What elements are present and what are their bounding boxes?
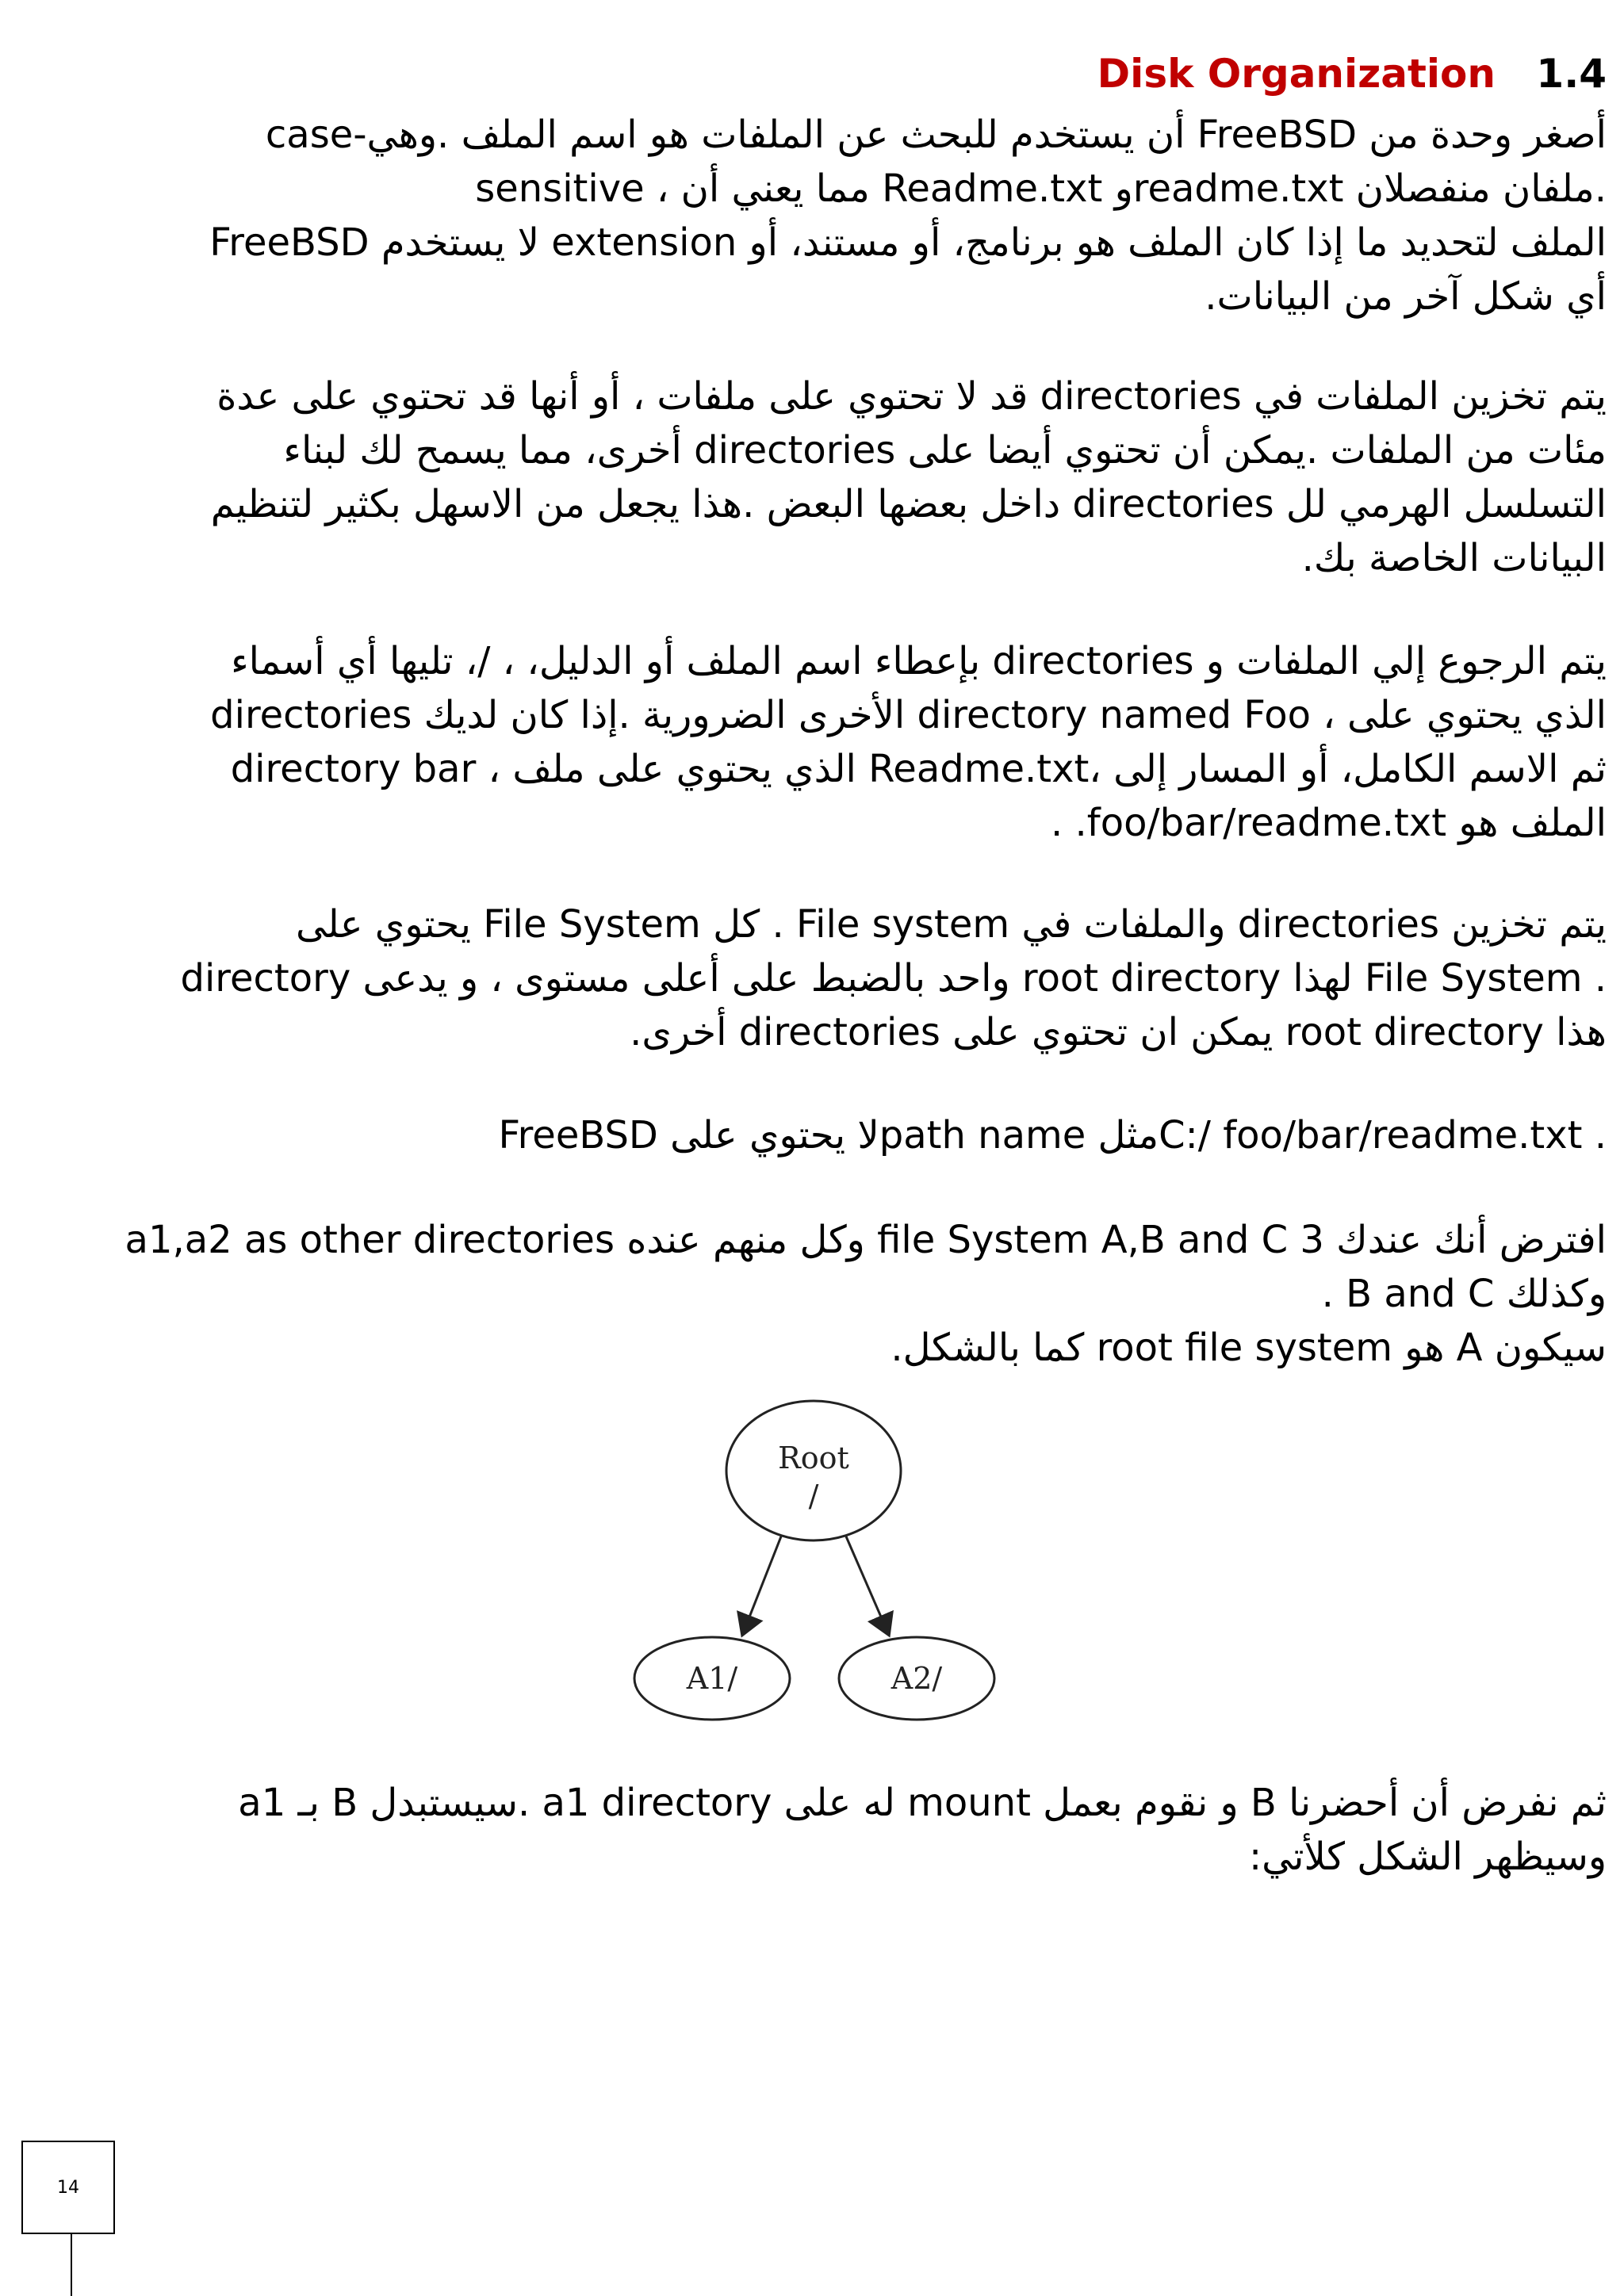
a2-node-label: A2/ — [891, 1661, 943, 1696]
page-number-box — [21, 2141, 115, 2234]
section-heading — [1097, 51, 1607, 106]
paragraph-line: سيكون A هو root file system كما بالشكل. — [891, 1326, 1607, 1370]
paragraph-line: directory واحد بالضبط على أعلى مستوى ، و يدعى root directory لهذا File System . — [180, 956, 1607, 1001]
paragraph-line: أي شكل آخر من البيانات. — [1205, 274, 1607, 319]
paragraph-line: الملف هو foo/bar/readme.txt. . — [1051, 801, 1607, 845]
paragraph-line: directories الأخرى الضرورية .إذا كان لديك directory named Foo ، الذي يحتوي على — [210, 693, 1607, 737]
paragraph-line: البيانات الخاصة بك. — [1301, 536, 1607, 580]
page-number-stem — [71, 2234, 72, 2296]
paragraph-line: افترض أنك عندك 3 file System A,B and C وكل منهم عنده a1,a2 as other directories — [124, 1218, 1607, 1262]
paragraph-line: ثم نفرض أن أحضرنا B و نقوم بعمل mount له على a1 directory .سيستبدل B بـ a1 — [238, 1781, 1607, 1825]
root-node-slash: / — [808, 1479, 819, 1513]
section-title: Disk Organization — [1097, 51, 1496, 97]
paragraph-line: أصغر وحدة من FreeBSD أن يستخدم للبحث عن الملفات هو اسم الملف .وهي-case — [265, 113, 1607, 157]
edge-root-a1 — [743, 1536, 781, 1633]
paragraph-line: التسلسل الهرمي لل directories داخل بعضها البعض .هذا يجعل من الاسهل بكثير لتنظيم — [210, 482, 1607, 526]
a1-node-label: A1/ — [686, 1661, 738, 1696]
root-directory-diagram — [626, 1395, 999, 1752]
section-number: 1.4 — [1536, 51, 1607, 97]
paragraph-line: وكذلك B and C . — [1321, 1272, 1607, 1316]
paragraph-line: هذا root directory يمكن ان تحتوي على directories أخرى. — [630, 1010, 1607, 1054]
paragraph-line: وسيظهر الشكل كلأتي: — [1248, 1835, 1607, 1879]
paragraph-line: يتم تخزين الملفات في directories قد لا تحتوي على ملفات ، أو أنها قد تحتوي على عدة — [216, 374, 1607, 419]
paragraph-line: يتم تخزين directories والملفات في File system . كل File System يحتوي على — [295, 902, 1607, 947]
paragraph-line: يتم الرجوع إلي الملفات و directories بإعطاء اسم الملف أو الدليل، ، /، تليها أي أسماء — [231, 639, 1607, 683]
paragraph-line: FreeBSD لا يحتوي علىpath name مثلC:/ foo/bar/readme.txt . — [498, 1113, 1607, 1158]
paragraph-line: FreeBSD لا يستخدم extension الملف لتحديد ما إذا كان الملف هو برنامج، أو مستند، أو — [209, 220, 1607, 265]
paragraph-line: مئات من الملفات .يمكن أن تحتوي أيضا على directories أخرى، مما يسمح لك لبناء — [283, 428, 1607, 473]
edge-root-a2 — [846, 1536, 888, 1633]
paragraph-line: sensitive ، مما يعني أن Readme.txt وreadme.txt ملفان منفصلان. — [475, 166, 1607, 211]
paragraph-line: directory bar ، الذي يحتوي على ملف Readme.txt، ثم الاسم الكامل، أو المسار إلى — [230, 747, 1607, 791]
root-node-label: Root — [778, 1441, 849, 1475]
page-number: 14 — [57, 2177, 79, 2198]
